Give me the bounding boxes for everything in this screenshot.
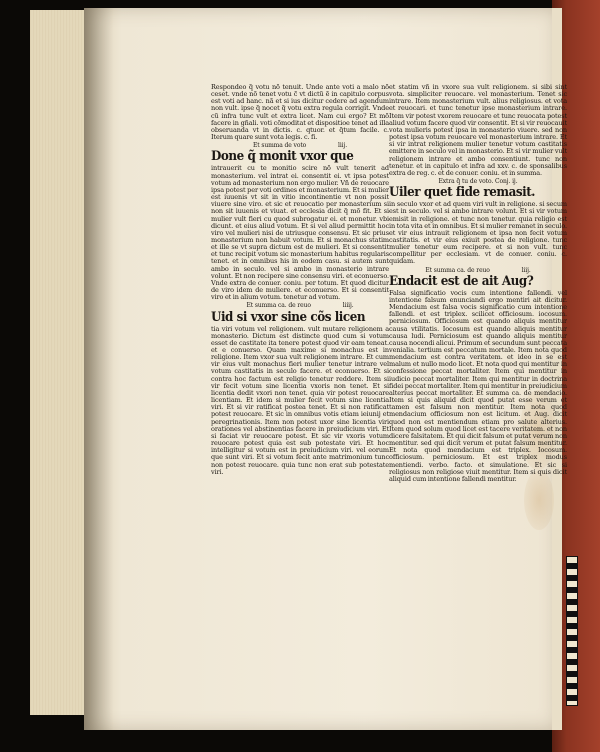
- rubric: [211, 142, 389, 149]
- section-paragraph: intrauerit cu te monitio scire nõ vult tenerit ad monasterium. vel intrat ei. consentit ei. vt ipsa potest votum ad monasterium non ergo mulier. Vñ de reuocare ipsa potest per voti ordines et monasterium. Et si mulier est iuuenis vt sit in vitio incontinentie vt non possit viuere sine viro. et sic et reuocatio per monasterium si non sit iuuenis et viuat. et ecclesia dicit q̃ mõ fit. Et si mulier vult fieri cu quod subrogatur ei. et monetur. vbi dicunt. et eius aliud votum. Et si vel aliud permittit hoc viro vel mulieri nisi de utriusque consensu. Et sic prius monasterium non habuit votum. Et si monachus statim et ille se vt supra dictum est de mulieri. Et si consentit et tunc recipit votum sic monasterium habitus regularis tenet. et in omnibus his in eodem casu. si autem sunt ambo in seculo. vel si ambo in monasterio intrare volunt. Et non recipere sine consensu viri. et econuerso. Vnde extra de conuer. coniu. per totum. Et quod dicitur de viro idem de muliere. et econuerso. Et si consentit viro et in alium votum. tenetur ad votum.: [211, 164, 389, 302]
- right-top-paragraph: et statim vñ in vxore sua vult religionem. si sibi sint vota. simpliciter reuocare. vel monasterium. Tenet sic intrare. Item monasterium vult. alius religiosus. et vota et reuocari. et tunc tenetur ipse monasterium intrare. Item vir potest vxorem reuocare et tunc reuocata potest aliud votum facere quod vir consentit. Et si vir reuocauit vota mulieris potest ipsa in monasterio viuere. sed non potest ipsa votum reuocare vel monasterium intrare. Et si vir intrat religionem mulier tenetur votum castitatis emittere in seculo vel in monasterio. Et si vir mulier vult religionem intrare et ambo consentiunt. tunc non tenetur. et in capitulo et infra ad xxv. c. de sponsalibus extra de reg. c. et de conuer. coniu. et in summa.: [389, 84, 567, 177]
- rubric: [211, 302, 389, 309]
- section-heading: Endacit est de ait Aug?: [389, 273, 534, 289]
- spine-shadow: [84, 8, 114, 730]
- scale-ruler: [566, 556, 578, 706]
- section-heading: Uid si vxor sine cõs licen: [211, 309, 366, 325]
- rubric-text: Extra q̃ tu de voto. Conj. ij.: [438, 178, 518, 186]
- right-text-column: [389, 84, 567, 483]
- section-paragraph: Falsa significatio vocis cum intentione fallendi. vel intentione falsum enunciandi ergo mentiri ait dicitur. Mendacium est falsa vocis significatio cum intentione fallendi. et est triplex. scilicet officiosum. iocosum. perniciosum. Officiosum est quando aliquis mentitur causa vtilitatis. Iocosum est quando aliquis mentitur causa ludi. Perniciosum est quando aliquis mentitur causa nocendi alicui. Primum et secundum sunt peccata venialia. tertium est peccatum mortale. Item nota quod mendacium est contra veritatem. et ideo in se est malum et nullo modo licet. Et nota quod qui mentitur in confessione peccat mortaliter. Item qui mentitur in iudicio peccat mortaliter. Item qui mentitur in doctrina fidei peccat mortaliter. Item qui mentitur in preiudicium alterius peccat mortaliter. Et summa ca. de mendacio. Item si quis aliquid dicit quod putat esse verum et tamen est falsum non mentitur. Item nota quod mendacium officiosum non est licitum. et Aug. dicit quod non est mentiendum etiam pro salute alterius. Item quod solum quod licet est tacere veritatem. et non dicere falsitatem. Et qui dicit falsum et putat verum non mentitur. sed qui dicit verum et putat falsum mentitur. Et nota quod mendacium est triplex. Iocosum. officiosum. perniciosum. Et est triplex modus mentiendi. verbo. facto. et simulatione. Et sic si religiosus non religiose viuit mentitur. Item si quis dicit aliquid cum intentione fallendi mentitur.: [389, 288, 567, 483]
- section-heading: Done q̃ monit vxor que: [211, 149, 354, 165]
- section-heading: Uiler quet fide remasit.: [389, 185, 536, 201]
- folio-number: liiij.: [342, 302, 354, 310]
- rubric-text: Et summa de voto: [252, 142, 307, 150]
- rubric: [389, 267, 567, 274]
- rubric-text: Et summa ca. de reuo: [425, 266, 490, 274]
- rubric-text: Et summa ca. de reuo: [246, 302, 311, 310]
- left-top-paragraph: Respondeo q̃ votu nõ tenuit. Unde ante voti a malo nõ ceset. vnde nõ tenet votu c̃ vt dictũ ẽ in capitulo corpus est voti ad hanc. nã et si ius dicitur cedere ad agendum non vult. ipse q̃ nocet q̃ votu extra regula corrigit. Vnde cũ infra tunc vult et extra licet. Nam cui ergo? Et mõ facere in gñali. voti cõmoditat et dispositioe tenet ad illa obseruanda vt in dictis. c. qtuor. et q̃tum facile. c. Iterum quare sunt vota legis. c. fi.: [211, 84, 389, 142]
- folio-number: liij.: [338, 142, 348, 150]
- section-paragraph: in seculo vxor et ad quem viri vult in religione. si secum est in seculo. vel si ambo intrare volunt. Et si vir votum emisit in religione. et tunc non tenetur. quia religio est in tota vita et in omnibus. Et si mulier remanet in seculo. et vir eius intrauit religionem et ipsa non fecit votum castitatis. et vir eius exiuit postea de religione. tunc mulier tenetur eum recipere. et si non vult. tunc compellitur per ecclesiam. vt de conuer. coniu. c. quidam.: [389, 200, 567, 266]
- left-text-column: [211, 84, 389, 476]
- folio-number: liij.: [521, 266, 531, 274]
- section-paragraph: tia viri votum vel religionem. vult mutare religionem a monasterio. Dictum est distincte quod cum si votum esset de castitate ita tenere potest quod vir eam teneat. et e conuerso. Quam maxime si monachus est in religione. Item vxor sua vult religionem intrare. Et cum vir eius vult monachus fieri mulier tenetur intrare vel votum castitatis in seculo facere. et econuerso. Et si contra hoc factum est religio tenetur reddere. Item si vir fecit votum sine licentia vxoris non tenet. Et si licentia dedit vxori non tenet. quia vir potest reuocare licentiam. Et idem si mulier fecit votum sine licentia viri. Et si vir ratificat postea tenet. Et si non ratificat potest reuocare. Et sic in omnibus votis etiam ieiunij et peregrinationis. Item non potest uxor sine licentia viri orationes vel abstinentias facere in preiudicium viri. Et si faciat vir reuocare potest. Et sic vir vxoris votum reuocare potest quia est sub potestate viri. Et hoc intelligitur si votum est in preiudicium viri. vel eorum que sunt viri. Et si votum fecit ante matrimonium tunc non potest reuocare. quia tunc non erat sub potestate viri.: [211, 324, 389, 476]
